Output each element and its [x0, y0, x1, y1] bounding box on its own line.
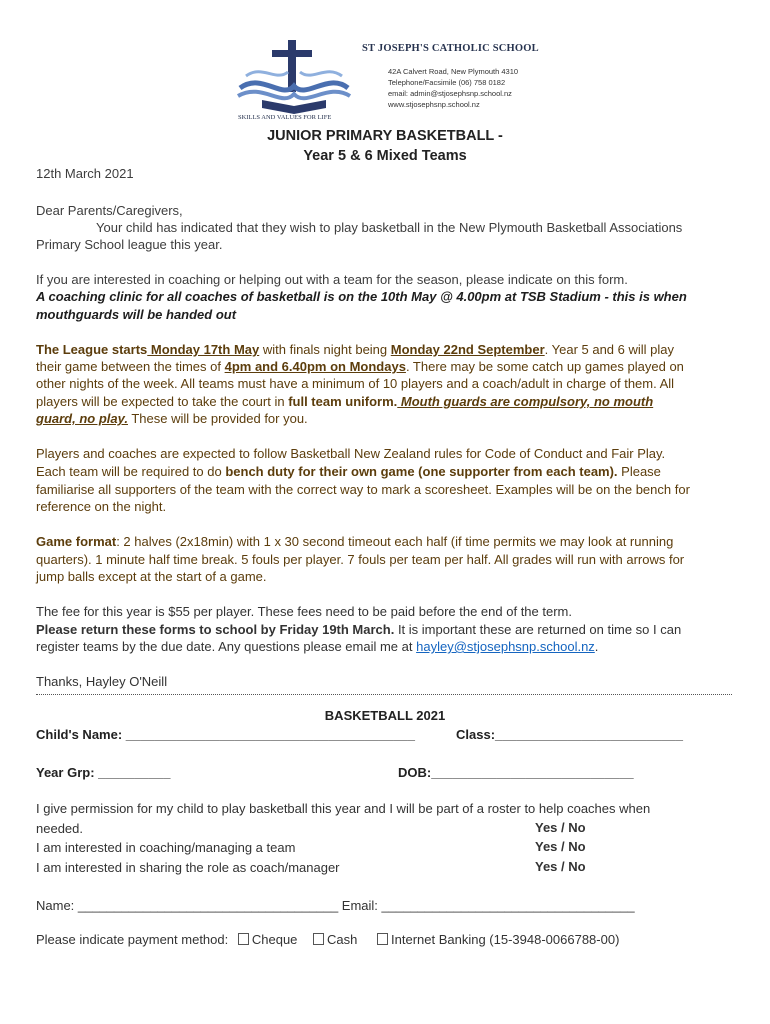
fees-period: . [594, 639, 599, 654]
internet-banking-label: Internet Banking (15-3948-0066788-00) [391, 932, 620, 947]
league-start-date: Monday 17th May [147, 342, 260, 357]
fees-line-3 [36, 638, 598, 656]
checkbox-icon[interactable] [377, 933, 388, 945]
conduct-bench-text: Each team will be required to do [36, 464, 226, 479]
league-year-text: . Year 5 and 6 will play [544, 342, 675, 357]
fees-deadline: Please return these forms to school by Friday 19th March. [36, 622, 395, 637]
league-uniform: full team uniform. [288, 394, 398, 409]
school-email: email: admin@stjosephsnp.school.nz [388, 89, 512, 98]
conduct-line-2 [36, 463, 661, 481]
coaching-interest-line: I am interested in coaching/managing a team [36, 840, 296, 855]
cash-label: Cash [327, 932, 358, 947]
league-finals-date: Monday 22nd September [390, 342, 545, 357]
sharing-yes-no[interactable]: Yes / No [535, 859, 586, 874]
fees-line-1: The fee for this year is $55 per player. These fees need to be paid before the end of the term. [36, 604, 572, 619]
fees-contact-text: register teams by the due date. Any questions please email me at [36, 639, 417, 654]
checkbox-icon[interactable] [238, 933, 249, 945]
league-times: 4pm and 6.40pm on Mondays [224, 359, 406, 374]
intro-line-2: Primary School league this year. [36, 237, 223, 252]
payment-option-internet-banking[interactable] [377, 932, 619, 947]
format-line-1 [36, 533, 673, 551]
league-line-4 [36, 393, 653, 411]
conduct-please: Please [617, 464, 661, 479]
contact-email-link[interactable]: hayley@stjosephsnp.school.nz [416, 639, 595, 654]
school-address: 42A Calvert Road, New Plymouth 4310 [388, 67, 519, 76]
format-text: : 2 halves (2x18min) with 1 x 30 second timeout each half (if time permits we may look at running [116, 534, 674, 549]
league-uniform-text: players will be expected to take the court in [36, 394, 289, 409]
letter-date: 12th March 2021 [36, 166, 134, 181]
format-line-2: quarters). 1 minute half time break. 5 fouls per player. 7 fouls per team per half. All grades will run with arrows for [36, 552, 685, 567]
cheque-label: Cheque [251, 932, 298, 947]
conduct-bench-duty: bench duty for their own game (one supporter from each team). [225, 464, 618, 479]
year-grp-field[interactable]: Year Grp: __________ [36, 765, 171, 780]
conduct-line-4: reference on the night. [36, 499, 167, 514]
payment-label: Please indicate payment method: [36, 932, 229, 947]
name-email-field[interactable]: Name: ____________________________________ Email: ___________________________________ [36, 898, 635, 913]
clinic-line-1: A coaching clinic for all coaches of basketball is on the 10th May @ 4.00pm at TSB Stadium - this is when [36, 289, 687, 304]
payment-method-line [36, 931, 619, 949]
league-provided-text: These will be provided for you. [127, 411, 308, 426]
class-field[interactable]: Class:__________________________ [456, 727, 683, 742]
league-line-5 [36, 410, 308, 428]
conduct-line-1: Players and coaches are expected to follow Basketball New Zealand rules for Code of Conduct and Fair Play. [36, 446, 666, 461]
permission-yes-no[interactable]: Yes / No [535, 820, 586, 835]
league-line-1 [36, 341, 674, 359]
logo-motto: SKILLS AND VALUES FOR LIFE [238, 114, 332, 120]
page-subtitle: Year 5 & 6 Mixed Teams [303, 148, 467, 164]
clinic-line-2: mouthguards will be handed out [36, 307, 237, 322]
permission-line-1: I give permission for my child to play basketball this year and I will be part of a roster to help coaches when [36, 801, 651, 816]
fees-important: It is important these are returned on time so I can [394, 622, 682, 637]
coaching-line: If you are interested in coaching or helping out with a team for the season, please indicate on this form. [36, 272, 628, 287]
format-line-3: jump balls except at the start of a game. [36, 569, 267, 584]
school-logo-icon [232, 36, 356, 120]
league-mouthguard-rule-end: guard, no play. [36, 411, 128, 426]
checkbox-icon[interactable] [313, 933, 324, 945]
school-name: ST JOSEPH'S CATHOLIC SCHOOL [362, 43, 539, 54]
greeting: Dear Parents/Caregivers, [36, 203, 183, 218]
payment-option-cheque[interactable] [238, 932, 298, 947]
form-heading: BASKETBALL 2021 [324, 708, 446, 723]
school-website: www.stjosephsnp.school.nz [388, 100, 480, 109]
tear-off-separator [36, 694, 732, 695]
league-line-3: other nights of the week. All teams must have a minimum of 10 players and a coach/adult in charge of them. All [36, 376, 675, 391]
child-name-field[interactable]: Child's Name: ________________________________________ [36, 727, 415, 742]
league-times-text: their game between the times of [36, 359, 225, 374]
league-line-2 [36, 358, 684, 376]
payment-option-cash[interactable] [313, 932, 357, 947]
school-phone: Telephone/Facsimile (06) 758 0182 [388, 78, 506, 87]
conduct-line-3: familiarise all supporters of the team with the correct way to mark a scoresheet. Examples will be on the bench for [36, 482, 690, 497]
league-mouthguard-rule: Mouth guards are compulsory, no mouth [397, 394, 654, 409]
league-finals-text: with finals night being [259, 342, 391, 357]
coaching-yes-no[interactable]: Yes / No [535, 839, 586, 854]
signoff: Thanks, Hayley O'Neill [36, 674, 168, 689]
format-label: Game format [36, 534, 117, 549]
intro-line-1: Your child has indicated that they wish to play basketball in the New Plymouth Basketball Associations [96, 220, 683, 235]
sharing-interest-line: I am interested in sharing the role as coach/manager [36, 860, 340, 875]
league-catchup-text: . There may be some catch up games played on [405, 359, 684, 374]
dob-field[interactable]: DOB:____________________________ [398, 765, 634, 780]
page-title: JUNIOR PRIMARY BASKETBALL - [267, 128, 503, 144]
fees-line-2 [36, 621, 681, 639]
league-start-label: The League starts [36, 342, 148, 357]
permission-line-2: needed. [36, 821, 83, 836]
